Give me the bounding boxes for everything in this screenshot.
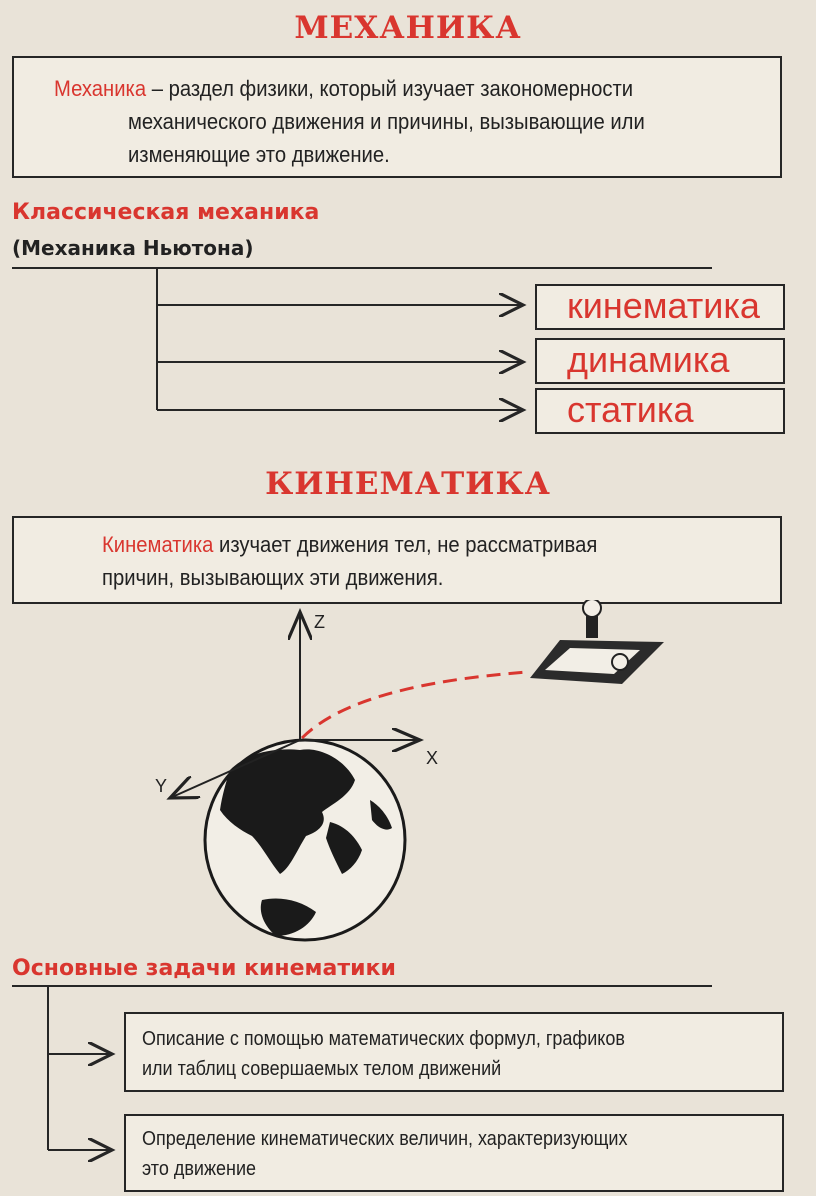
tasks-heading: Основные задачи кинематики bbox=[12, 956, 396, 981]
axis-z-label: Z bbox=[314, 612, 325, 632]
task-item-2-line1: Определение кинематических величин, характеризующих bbox=[142, 1128, 628, 1150]
trajectory-path bbox=[302, 672, 528, 738]
axis-x-label: X bbox=[426, 748, 439, 768]
classical-mechanics-heading: Классическая механика bbox=[12, 200, 320, 225]
mechanics-term: Механика bbox=[54, 76, 147, 101]
task-item-description bbox=[124, 1012, 784, 1092]
task-item-1-line1: Описание с помощью математических формул, графиков bbox=[142, 1028, 625, 1050]
kinematics-definition-box bbox=[12, 516, 782, 604]
task-item-determination bbox=[124, 1114, 784, 1192]
task-item-1-line2: или таблиц совершаемых телом движений bbox=[142, 1058, 502, 1080]
mechanics-definition-text: – раздел физики, который изучает закономерности bbox=[146, 76, 634, 101]
kinematics-definition-text: изучает движения тел, не рассматривая bbox=[213, 532, 598, 557]
branch-kinematics: кинематика bbox=[535, 284, 785, 330]
mechanics-definition-line3: изменяющие это движение. bbox=[128, 142, 390, 167]
mechanics-definition-line2: механического движения и причины, вызывающие или bbox=[128, 109, 645, 134]
task-item-2-line2: это движение bbox=[142, 1158, 257, 1180]
branch-statics: статика bbox=[535, 388, 785, 434]
branch-dynamics: динамика bbox=[535, 338, 785, 384]
mechanics-title: МЕХАНИКА bbox=[294, 10, 522, 46]
kinematics-term: Кинематика bbox=[102, 532, 214, 557]
axis-y-label: Y bbox=[155, 776, 168, 796]
newton-mechanics-subheading: (Механика Ньютона) bbox=[12, 236, 254, 260]
kinematics-definition-line2: причин, вызывающих эти движения. bbox=[102, 565, 444, 590]
kinematics-diagram bbox=[0, 600, 816, 960]
kinematics-definition-line1 bbox=[102, 528, 728, 561]
flying-saucer-icon bbox=[530, 600, 664, 684]
kinematics-title: КИНЕМАТИКА bbox=[265, 466, 551, 502]
